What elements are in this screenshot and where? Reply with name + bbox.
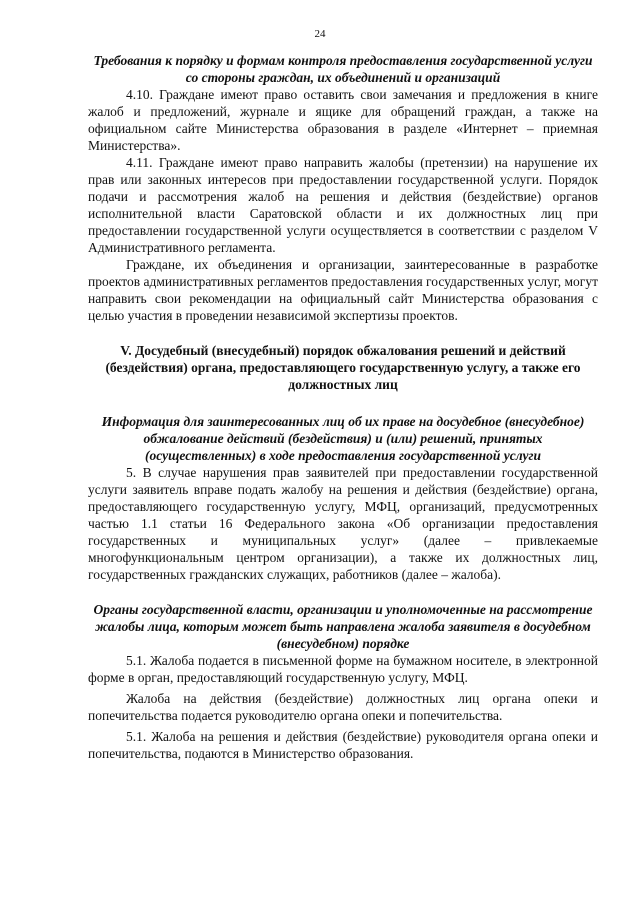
paragraph-4-11: 4.11. Граждане имеют право направить жалобы (претензии) на нарушение их прав или законных интересов при предоставлении государственной услуги. Порядок подачи и рассмотрения жалоб на решения и действия (бездействие) органов исполнительной власти Саратовской области и их должностных лиц при предоставлении государственной услуги осуществляется в соответствии с разделом V Административного регламента. [88,155,598,255]
paragraph-5-1-b: 5.1. Жалоба на решения и действия (бездействие) руководителя органа опеки и попечительства, подаются в Министерство образования. [88,729,598,761]
paragraph-4-10: 4.10. Граждане имеют право оставить свои замечания и предложения в книге жалоб и предложений, журнале и ящике для обращений граждан, а также на официальном сайте Министерства образования в разделе «Интернет – приемная Министерства». [88,87,598,153]
page-number: 24 [314,28,326,40]
page-content [88,52,598,762]
section-heading-authorities: Органы государственной власти, организации и уполномоченные на рассмотрение жалобы лица, которым может быть направлена жалоба заявителя в досудебном (внесудебном) порядке [93,602,593,651]
paragraph-citizens-recommendations: Граждане, их объединения и организации, заинтересованные в разработке проектов административных регламентов предоставления государственных услуг, могут направить свои рекомендации на официальный сайт Министерства образования с целью участия в проведении независимой экспертизы проектов. [88,257,598,323]
section-heading-information: Информация для заинтересованных лиц об их праве на досудебное (внесудебное) обжалование действий (бездействия) и (или) решений, принятых (осуществленных) в ходе предоставления государственной услуги [101,414,585,463]
section-heading-v: V. Досудебный (внесудебный) порядок обжалования решений и действий (бездействия) органа, предоставляющего государственную услугу, а также его должностных лиц [105,343,581,392]
paragraph-5-1-a: 5.1. Жалоба подается в письменной форме на бумажном носителе, в электронной форме в орган, предоставляющий государственную услугу, МФЦ. [88,653,598,685]
paragraph-5: 5. В случае нарушения прав заявителей при предоставлении государственной услуги заявитель вправе подать жалобу на решения и действия (бездействие) органа, предоставляющего государственную услугу, МФЦ, организаций, предусмотренных частью 1.1 статьи 16 Федерального закона «Об организации предоставления государственных и муниципальных услуг» (далее – привлекаемые многофункциональным центром организации), а также их должностных лиц, государственных гражданских служащих, работников (далее – жалоба). [88,465,598,582]
paragraph-guardianship: Жалоба на действия (бездействие) должностных лиц органа опеки и попечительства подается руководителю органа опеки и попечительства. [88,691,598,723]
section-heading-control: Требования к порядку и формам контроля предоставления государственной услуги со стороны граждан, их объединений и организаций [93,53,593,85]
